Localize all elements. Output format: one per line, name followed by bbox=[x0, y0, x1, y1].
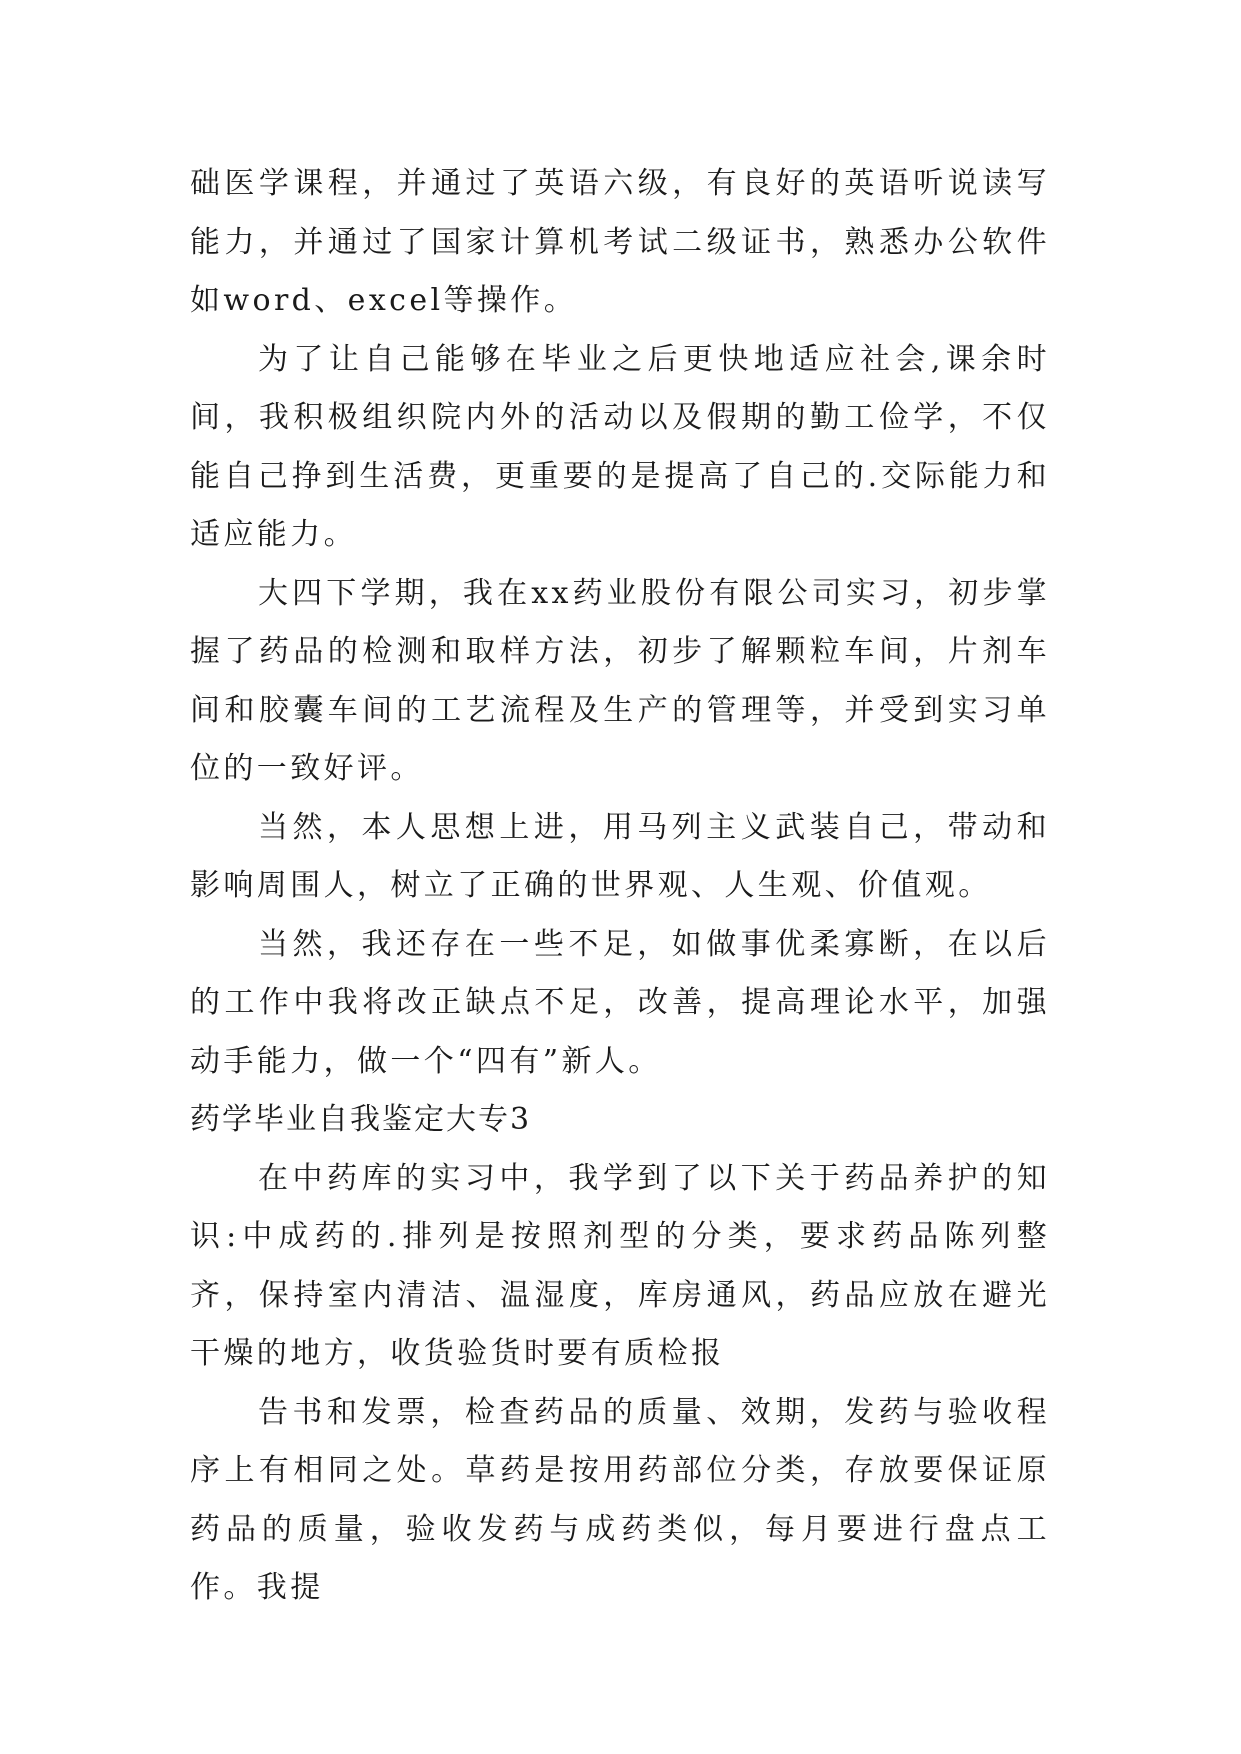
section-heading: 药学毕业自我鉴定大专3 bbox=[190, 1102, 532, 1137]
paragraph-pharmacy-storage: 在中药库的实习中，我学到了以下关于药品养护的知识:中成药的.排列是按照剂型的分类，要求药品陈列整齐，保持室内清洁、温湿度，库房通风，药品应放在避光干燥的地方，收货验货时要有质检报 bbox=[190, 1160, 1050, 1371]
paragraph-shortcomings: 当然，我还存在一些不足，如做事优柔寡断，在以后的工作中我将改正缺点不足，改善，提高理论水平，加强动手能力，做一个“四有”新人。 bbox=[190, 926, 1050, 1079]
paragraph-herbal-medicine: 告书和发票，检查药品的质量、效期，发药与验收程序上有相同之处。草药是按用药部位分类，存放要保证原药品的质量，验收发药与成药类似，每月要进行盘点工作。我提 bbox=[190, 1394, 1050, 1605]
paragraph-social-activities: 为了让自己能够在毕业之后更快地适应社会,课余时间，我积极组织院内外的活动以及假期的勤工俭学，不仅能自己挣到生活费，更重要的是提高了自己的.交际能力和适应能力。 bbox=[190, 341, 1050, 552]
paragraph-internship: 大四下学期，我在xx药业股份有限公司实习，初步掌握了药品的检测和取样方法，初步了解颗粒车间，片剂车间和胶囊车间的工艺流程及生产的管理等，并受到实习单位的一致好评。 bbox=[190, 575, 1050, 786]
paragraph-ideology: 当然，本人思想上进，用马列主义武装自己，带动和影响周围人，树立了正确的世界观、人生观、价值观。 bbox=[190, 809, 1050, 903]
document-body bbox=[190, 155, 1050, 1618]
paragraph-course-skills: 础医学课程，并通过了英语六级，有良好的英语听说读写能力，并通过了国家计算机考试二级证书，熟悉办公软件如word、excel等操作。 bbox=[190, 166, 1050, 318]
